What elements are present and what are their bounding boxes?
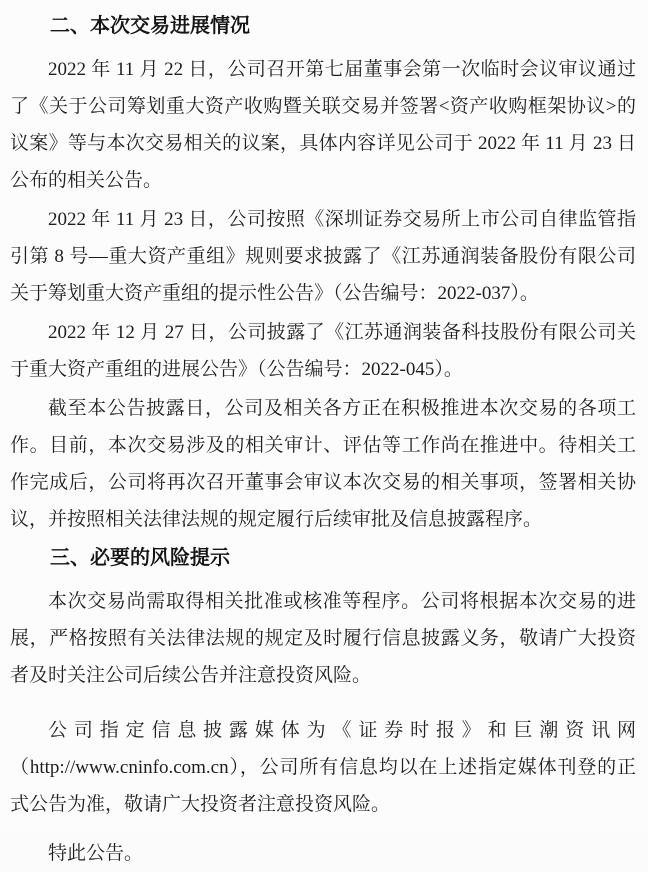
closing-statement: 特此公告。 — [48, 843, 144, 864]
section-heading-transaction-progress: 二、本次交易进展情况 — [50, 15, 250, 37]
paragraph-disclosure-2022-11-23: 2022 年 11 月 23 日，公司按照《深圳证券交易所上市公司自律监管指引第 8 号—重大资产重组》规则要求披露了《江苏通润装备股份有限公司关于筹划重大资产重组的提示性公告》（公告编号：2022-037）。 — [10, 209, 636, 304]
paragraph-board-meeting-2022-11-22: 2022 年 11 月 22 日，公司召开第七届董事会第一次临时会议审议通过了《关于公司筹划重大资产收购暨关联交易并签署<资产收购框架协议>的议案》等与本次交易相关的议案，具体内容详见公司于 2022 年 11 月 23 日公布的相关公告。 — [10, 59, 636, 191]
paragraph-designated-media: 公司指定信息披露媒体为《证券时报》和巨潮资讯网（http://www.cninfo.com.cn），公司所有信息均以在上述指定媒体刊登的正式公告为准，敬请广大投资者注意投资风险。 — [10, 720, 636, 815]
paragraph-current-status: 截至本公告披露日，公司及相关各方正在积极推进本次交易的各项工作。目前，本次交易涉及的相关审计、评估等工作尚在推进中。待相关工作完成后，公司将再次召开董事会审议本次交易的相关事项，签署相关协议，并按照相关法律法规的规定履行后续审批及信息披露程序。 — [10, 398, 636, 530]
paragraph-approval-risk: 本次交易尚需取得相关批准或核准等程序。公司将根据本次交易的进展，严格按照有关法律法规的规定及时履行信息披露义务，敬请广大投资者及时关注公司后续公告并注意投资风险。 — [10, 591, 636, 686]
section-heading-risk-warning: 三、必要的风险提示 — [50, 547, 230, 569]
paragraph-disclosure-2022-12-27: 2022 年 12 月 27 日，公司披露了《江苏通润装备科技股份有限公司关于重大资产重组的进展公告》（公告编号：2022-045）。 — [10, 322, 636, 380]
